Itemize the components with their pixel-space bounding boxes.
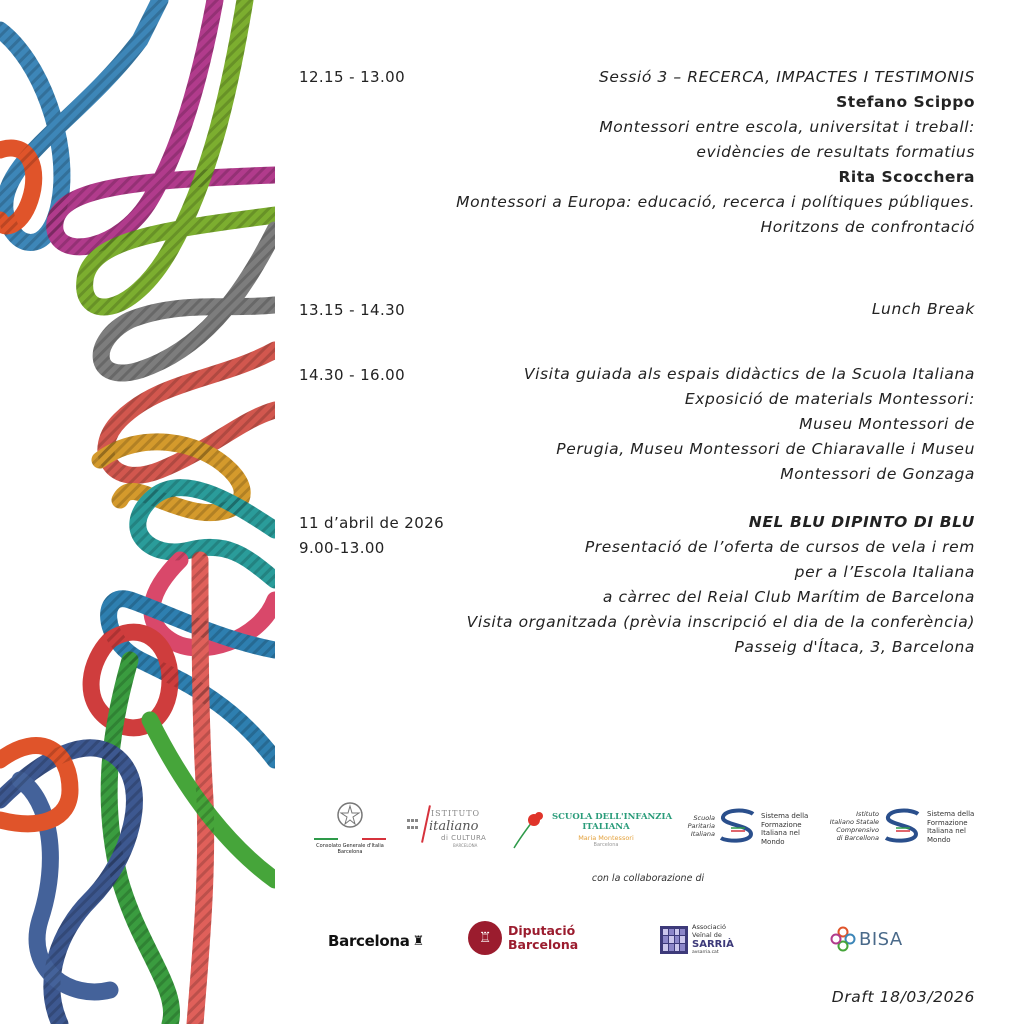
sarria-line2: Veïnal de [692,930,722,939]
barcelona-word: Barcelona [328,932,410,950]
april-line: Passeig d'Ítaca, 3, Barcelona [734,638,975,656]
sarria-logo [660,924,734,955]
diputacio-logo [468,921,578,955]
sistema-s-icon [881,808,923,844]
bisa-word: BISA [859,928,903,950]
session3-time: 12.15 - 13.00 [299,68,406,86]
april-line: a càrrec del Reial Club Marítim de Barcelona [602,588,975,606]
session3-block [456,65,975,240]
april-block [467,510,975,660]
sistema-line2: Formazione [761,820,802,829]
scuola-paritaria-logo [683,808,813,848]
statale-line2: Italiano Statale [829,818,879,826]
scuola-italiana: ITALIANA [582,822,630,832]
istituto-word: ISTITUTO [431,809,481,818]
lunch-title: Lunch Break [871,300,975,318]
diputacio-line1: Diputació [508,923,576,938]
sistema-line1: Sistema della [761,812,809,820]
sistema-line4: Mondo [761,837,785,846]
session3-title: Sessió 3 – RECERCA, IMPACTES I TESTIMONIS [598,68,975,86]
speaker-stefano-scippo: Stefano Scippo [836,93,975,111]
scuola-infanzia-logo [510,808,673,853]
visit-line: Museu Montessori de [799,415,975,433]
collaboration-label: con la collaborazione di [591,873,705,884]
paritaria-line3: Italiana [690,830,715,838]
talk1-title-line2: evidències de resultats formatius [696,143,975,161]
statale-line1: Istituto [856,810,879,818]
sistema-line3: Italiana nel [927,827,966,835]
sistema-line2: Formazione [927,818,968,827]
visit-line: Exposició de materials Montessori: [684,390,975,408]
april-line: per a l’Escola Italiana [794,563,975,581]
sarria-emblem-icon [660,926,688,954]
knotted-ropes-image [0,0,275,1024]
sarria-word: SARRIÀ [692,939,734,950]
april-line: Visita organitzada (prèvia inscripció el dia de la conferència) [466,613,975,631]
istituto-cultura-logo [405,805,490,850]
visit-line: Visita guiada als espais didàctics de la Scuola Italiana [523,365,975,383]
talk2-title-line2: Horitzons de confrontació [760,218,975,236]
bisa-logo [830,926,903,952]
statale-line4: di Barcellona [836,834,879,842]
april-title: NEL BLU DIPINTO DI BLU [748,513,975,531]
consolato-label: Consolato Generale d'Italia Barcelona [316,843,384,855]
emblem-icon [335,800,365,832]
flower-icon [510,810,546,850]
visit-line: Perugia, Museu Montessori de Chiaravalle i Museu [556,440,975,458]
sistema-line4: Mondo [927,835,951,844]
istituto-statale-logo [823,808,983,848]
scuola-title: SCUOLA DELL'INFANZIA [552,812,673,822]
lunch-time: 13.15 - 14.30 [299,301,406,319]
talk1-title-line1: Montessori entre escola, universitat i treball: [599,118,975,136]
bisa-flower-icon [830,926,856,952]
istituto-city: BARCELONA [453,843,478,848]
sarria-line1: Associació [692,923,726,931]
sistema-line3: Italiana nel [761,829,800,837]
draft-date: Draft 18/03/2026 [831,988,975,1006]
diputacio-emblem-icon: ♖ [468,921,502,955]
visit-time: 14.30 - 16.00 [299,366,406,384]
visit-block [524,362,975,487]
barcelona-logo [328,932,424,950]
lunch-block [872,297,975,322]
april-line: Presentació de l’oferta de cursos de vela i rem [584,538,975,556]
talk2-title-line1: Montessori a Europa: educació, recerca i polítiques públiques. [456,193,975,211]
speaker-rita-scocchera: Rita Scocchera [838,168,975,186]
cultura-word: di CULTURA [441,834,487,842]
statale-line3: Comprensivo [836,826,879,834]
paritaria-line2: Paritaria [687,822,715,830]
sarria-url: avsarria.cat [692,950,719,955]
diputacio-line2: Barcelona [508,937,579,952]
consolato-logo [310,800,390,855]
scuola-city: Barcelona [593,842,619,848]
visit-line: Montessori de Gonzaga [780,465,975,483]
sistema-s-icon [717,808,757,844]
italiano-word: italiano [429,819,479,834]
paritaria-line1: Scuola [693,814,715,822]
scuola-montessori: Maria Montessori [578,834,634,842]
april-time: 9.00-13.00 [299,539,385,557]
barcelona-shield-icon: ♜ [412,933,425,949]
april-date: 11 d’abril de 2026 [299,514,445,532]
sistema-line1: Sistema della [927,810,975,818]
